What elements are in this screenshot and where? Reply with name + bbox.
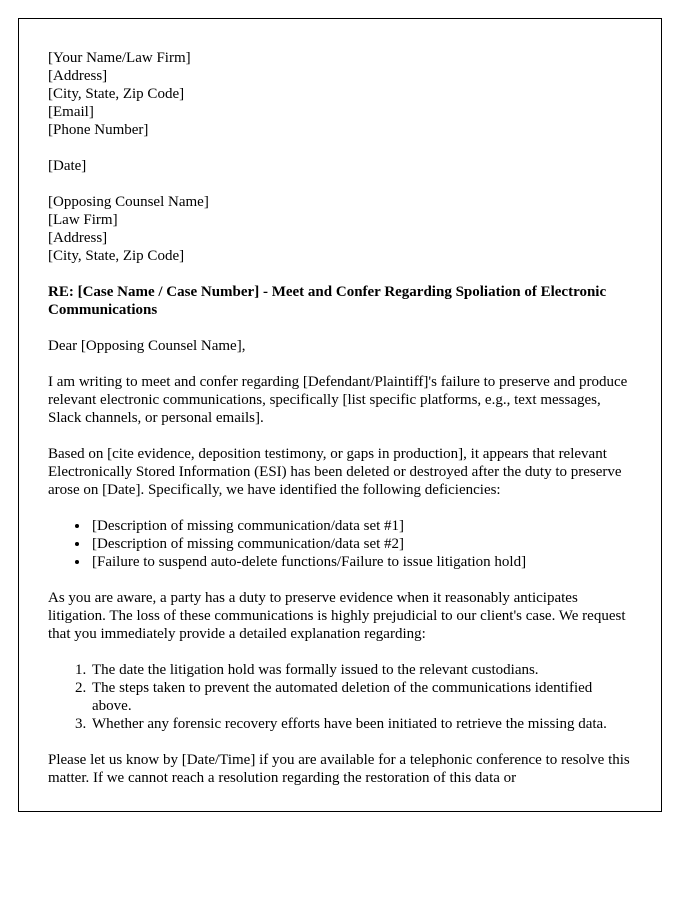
request-item: 3. Whether any forensic recovery efforts have been initiated to retrieve the missing data.	[90, 715, 632, 733]
recipient-name: [Opposing Counsel Name]	[48, 194, 209, 210]
deficiency-list	[48, 517, 632, 571]
request-list	[48, 661, 632, 733]
recipient-address: [Address]	[48, 230, 108, 246]
deficiency-item: • [Failure to suspend auto-delete functions/Failure to issue litigation hold]	[90, 553, 632, 571]
sender-address: [Address]	[48, 68, 108, 84]
recipient-city-state-zip: [City, State, Zip Code]	[48, 248, 185, 264]
sender-name: [Your Name/Law Firm]	[48, 50, 191, 66]
sender-block	[48, 49, 632, 139]
sender-phone: [Phone Number]	[48, 122, 149, 138]
paragraph-duty: As you are aware, a party has a duty to preserve evidence when it reasonably anticipates litigation. The loss of these communications is highly prejudicial to our client's case. We request that you immediately provide a detailed explanation regarding:	[48, 590, 626, 642]
subject-line: RE: [Case Name / Case Number] - Meet and Confer Regarding Spoliation of Electronic Communications	[48, 284, 607, 318]
paragraph-intro: I am writing to meet and confer regarding [Defendant/Plaintiff]'s failure to preserve and produce relevant electronic communications, specifically [list specific platforms, e.g., text messages, Slack channels, or personal emails].	[48, 374, 628, 426]
salutation: Dear [Opposing Counsel Name],	[48, 338, 246, 354]
request-item: 2. The steps taken to prevent the automated deletion of the communications identified above.	[90, 679, 632, 715]
deficiency-item: • [Description of missing communication/data set #2]	[90, 535, 632, 553]
request-item: 1. The date the litigation hold was formally issued to the relevant custodians.	[90, 661, 632, 679]
deficiency-item: • [Description of missing communication/data set #1]	[90, 517, 632, 535]
sender-city-state-zip: [City, State, Zip Code]	[48, 86, 185, 102]
recipient-firm: [Law Firm]	[48, 212, 118, 228]
recipient-block	[48, 193, 632, 265]
sender-email: [Email]	[48, 104, 94, 120]
paragraph-basis: Based on [cite evidence, deposition testimony, or gaps in production], it appears that relevant Electronically Stored Information (ESI) has been deleted or destroyed after the duty to preserve arose on [Date]. Specifically, we have identified the following deficiencies:	[48, 446, 622, 498]
date-line: [Date]	[48, 158, 87, 174]
letter-body	[18, 18, 662, 812]
paragraph-closing: Please let us know by [Date/Time] if you are available for a telephonic conference to resolve this matter. If we cannot reach a resolution regarding the restoration of this data or	[48, 752, 630, 786]
